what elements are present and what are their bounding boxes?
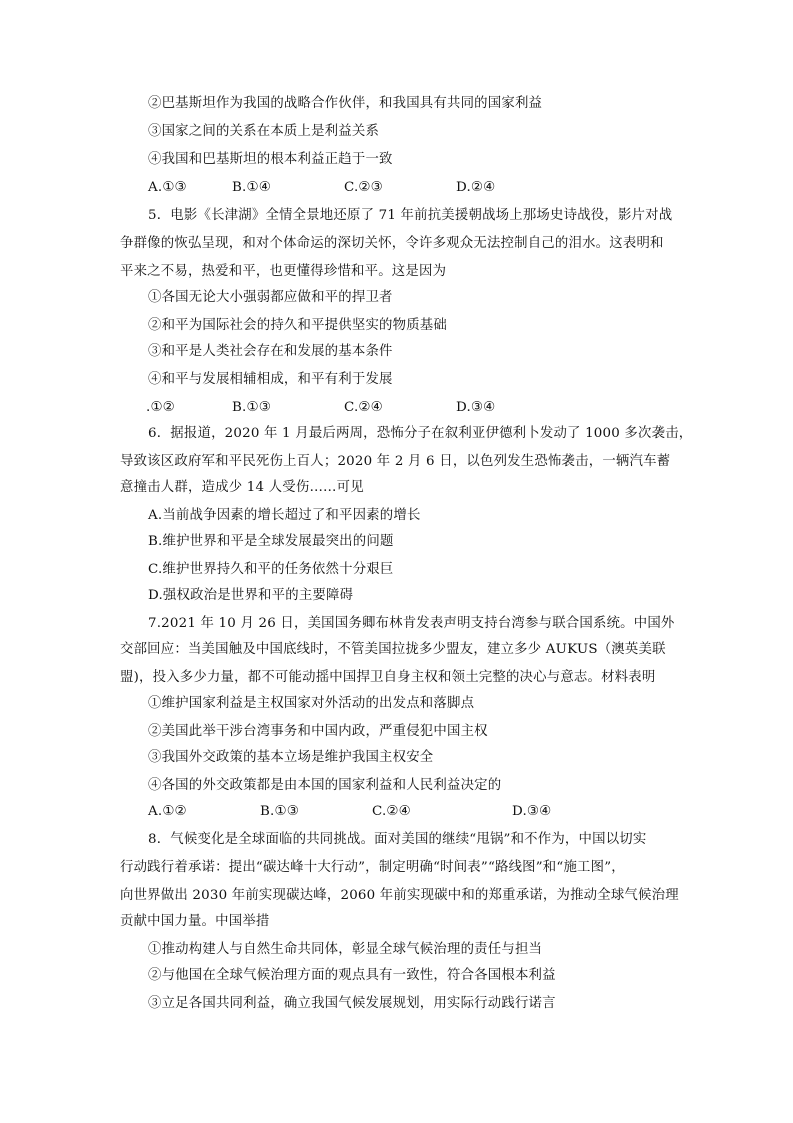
q4-option-3: ③国家之间的关系在本质上是利益关系 [148, 124, 380, 139]
q5-option-4: ④和平与发展相辅相成，和平有利于发展 [148, 372, 393, 387]
q8-stem-line-1: 8．气候变化是全球面临的共同挑战。面对美国的继续“甩锅”和不作为，中国以切实 [148, 832, 647, 847]
q7-choice-d[interactable]: D.③④ [512, 804, 552, 819]
q5-choice-c[interactable]: C.②④ [344, 400, 383, 415]
q8-stem-line-2: 行动践行着承诺：提出“碳达峰十大行动”，制定明确“时间表”“路线图”和“施工图”， [120, 860, 625, 875]
q7-option-2: ②美国此举干涉台湾事务和中国内政，严重侵犯中国主权 [148, 724, 488, 739]
q5-stem-line-3: 平来之不易，热爱和平，也更懂得珍惜和平。这是因为 [120, 264, 447, 279]
q4-choice-d[interactable]: D.②④ [456, 180, 496, 195]
q5-option-1: ①各国无论大小强弱都应做和平的捍卫者 [148, 290, 393, 305]
q7-option-1: ①维护国家利益是主权国家对外活动的出发点和落脚点 [148, 696, 475, 711]
q5-stem-line-2: 争群像的恢弘呈现，和对个体命运的深切关怀，令许多观众无法控制自己的泪水。这表明和 [120, 236, 664, 251]
q7-stem-line-1: 7.2021 年 10 月 26 日，美国国务卿布林肯发表声明支持台湾参与联合国系统。中国外 [148, 616, 675, 631]
q7-choice-a[interactable]: A.①② [148, 804, 187, 819]
q6-choice-b[interactable]: B.维护世界和平是全球发展最突出的问题 [148, 534, 394, 549]
q8-stem-line-4: 贡献中国力量。中国举措 [120, 914, 270, 929]
q6-stem-line-2: 导致该区政府军和平民死伤上百人；2020 年 2 月 6 日，以色列发生恐怖袭击，一辆汽车蓄 [120, 454, 671, 469]
q5-option-2: ②和平为国际社会的持久和平提供坚实的物质基础 [148, 318, 447, 333]
q8-stem-line-3: 向世界做出 2030 年前实现碳达峰，2060 年前实现碳中和的郑重承诺，为推动全球气候治理 [120, 888, 679, 903]
q6-choice-c[interactable]: C.维护世界持久和平的任务依然十分艰巨 [148, 562, 394, 577]
q4-choice-a[interactable]: A.①③ [148, 180, 187, 195]
q4-option-4: ④我国和巴基斯坦的根本利益正趋于一致 [148, 152, 393, 167]
q7-choice-b[interactable]: B.①③ [260, 804, 299, 819]
q6-stem-line-1: 6．据报道，2020 年 1 月最后两周，恐怖分子在叙利亚伊德利卜发动了 1000 多次袭击， [148, 426, 693, 441]
q7-stem-line-2: 交部回应：当美国触及中国底线时，不管美国拉拢多少盟友，建立多少 AUKUS（澳英美联 [120, 642, 666, 657]
q7-stem-line-3: 盟)，投入多少力量，都不可能动摇中国捍卫自身主权和领土完整的决心与意志。材料表明 [120, 670, 656, 685]
q8-option-2: ②与他国在全球气候治理方面的观点具有一致性，符合各国根本利益 [148, 968, 556, 983]
q5-stem-line-1: 5．电影《长津湖》全情全景地还原了 71 年前抗美援朝战场上那场史诗战役，影片对战 [148, 208, 673, 223]
q5-option-3: ③和平是人类社会存在和发展的基本条件 [148, 344, 393, 359]
q7-option-4: ④各国的外交政策都是由本国的国家利益和人民利益决定的 [148, 778, 502, 793]
q4-choice-c[interactable]: C.②③ [344, 180, 383, 195]
q5-choice-a[interactable]: .①② [146, 400, 175, 415]
q8-option-3: ③立足各国共同利益，确立我国气候发展规划，用实际行动践行诺言 [148, 996, 556, 1011]
q4-option-2: ②巴基斯坦作为我国的战略合作伙伴，和我国具有共同的国家利益 [148, 96, 543, 111]
q7-choice-c[interactable]: C.②④ [372, 804, 411, 819]
q5-choice-b[interactable]: B.①③ [232, 400, 271, 415]
q8-option-1: ①推动构建人与自然生命共同体，彰显全球气候治理的责任与担当 [148, 942, 543, 957]
q6-choice-d[interactable]: D.强权政治是世界和平的主要障碍 [148, 588, 354, 603]
q4-choice-b[interactable]: B.①④ [232, 180, 271, 195]
q7-option-3: ③我国外交政策的基本立场是维护我国主权安全 [148, 750, 434, 765]
q5-choice-d[interactable]: D.③④ [456, 400, 496, 415]
q6-choice-a[interactable]: A.当前战争因素的增长超过了和平因素的增长 [148, 508, 421, 523]
q6-stem-line-3: 意撞击人群，造成少 14 人受伤……可见 [120, 480, 364, 495]
